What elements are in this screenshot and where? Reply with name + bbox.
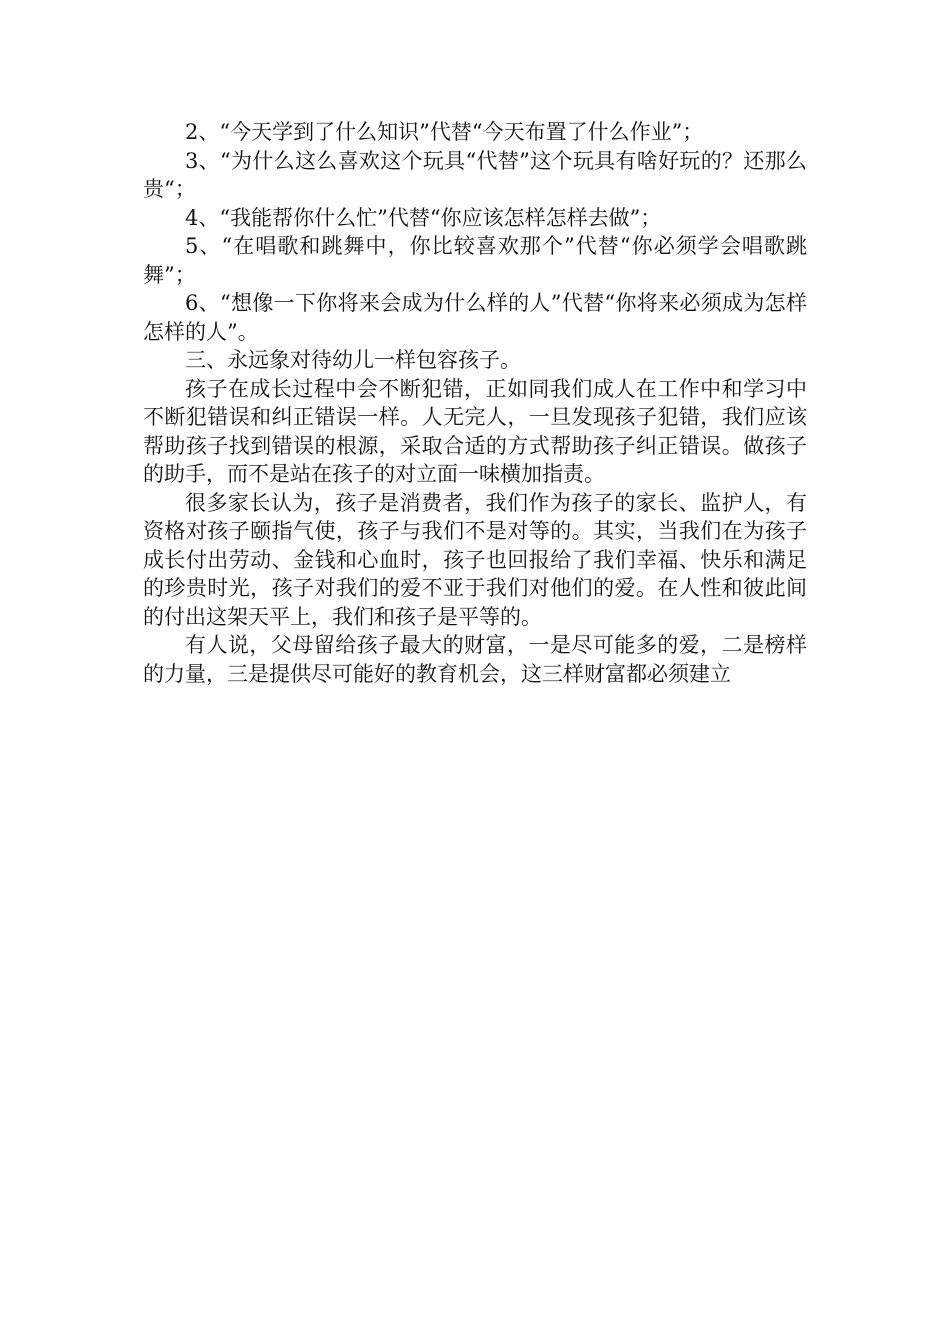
list-item-4: 4、“我能帮你什么忙”代替“你应该怎样怎样去做”； — [185, 205, 662, 230]
list-item-3: 3、“为什么这么喜欢这个玩具“代替”这个玩具有啥好玩的？还那么贵“； — [143, 148, 807, 201]
list-item-5: 5、“在唱歌和跳舞中，你比较喜欢那个”代替“你必须学会唱歌跳舞”； — [143, 234, 807, 287]
body-paragraph: 很多家长认为，孩子是消费者，我们作为孩子的家长、监护人，有资格对孩子颐指气使，孩子与我们不是对等的。其实，当我们在为孩子成长付出劳动、金钱和心血时，孩子也回报给了我们幸福、快乐和满足的珍贵时光，孩子对我们的爱不亚于我们对他们的爱。在人性和彼此间的付出这架天平上，我们和孩子是平等的。 — [143, 490, 807, 629]
section-heading-3: 三、永远象对待幼儿一样包容孩子。 — [185, 348, 521, 372]
body-paragraph: 孩子在成长过程中会不断犯错，正如同我们成人在工作中和学习中不断犯错误和纠正错误一样。人无完人，一旦发现孩子犯错，我们应该帮助孩子找到错误的根源，采取合适的方式帮助孩子纠正错误。做孩子的助手，而不是站在孩子的对立面一味横加指责。 — [143, 376, 807, 486]
list-item-2: 2、“今天学到了什么知识”代替“今天布置了什么作业”； — [185, 120, 704, 144]
list-item-6: 6、“想像一下你将来会成为什么样的人”代替“你将来必须成为怎样怎样的人”。 — [143, 291, 807, 344]
document-body — [143, 118, 807, 688]
body-paragraph: 有人说，父母留给孩子最大的财富，一是尽可能多的爱，二是榜样的力量，三是提供尽可能好的教育机会，这三样财富都必须建立 — [143, 633, 807, 686]
